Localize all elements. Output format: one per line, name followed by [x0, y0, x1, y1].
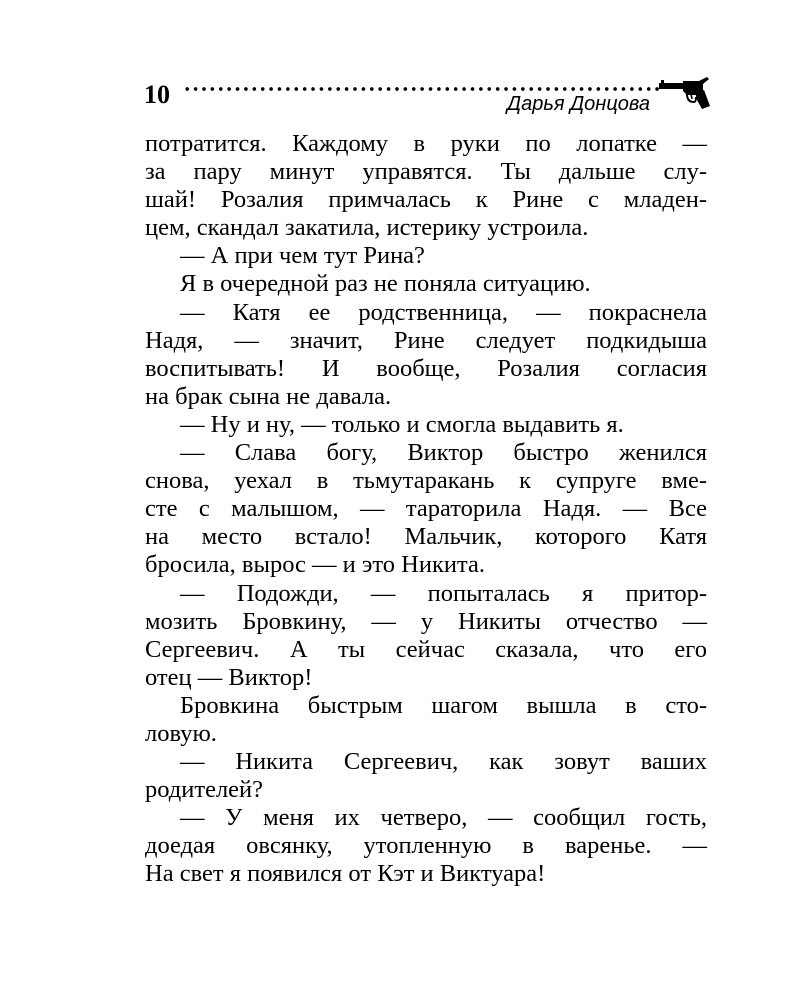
text-line: — Никита Сергеевич, как зовут ваших	[180, 748, 707, 776]
text-line: на место встало! Мальчик, которого Катя	[145, 523, 707, 551]
text-line: — Подожди, — попыталась я притор-	[180, 579, 707, 607]
text-line: Надя, — значит, Рине следует подкидыша	[145, 326, 707, 354]
text-line: родителей?	[145, 776, 264, 804]
text-line: — У меня их четверо, — сообщил гость,	[180, 804, 707, 832]
body-text	[145, 130, 707, 889]
text-line: ловую.	[145, 719, 217, 747]
text-line: сте с малышом, — тараторила Надя. — Все	[145, 495, 707, 523]
text-line: мозить Бровкину, — у Никиты отчество —	[145, 607, 707, 635]
text-line: — Катя ее родственница, — покраснела	[180, 298, 707, 326]
text-line: потратится. Каждому в руки по лопатке —	[145, 130, 707, 157]
text-line: — А при чем тут Рина?	[180, 242, 425, 270]
running-header-author: Дарья Донцова	[507, 93, 650, 115]
text-line: на брак сына не давала.	[145, 382, 392, 410]
text-line: снова, уехал в тьмутаракань к супруге вме-	[145, 467, 707, 495]
text-line: за пару минут управятся. Ты дальше слу-	[145, 158, 707, 186]
text-line: воспитывать! И вообще, Розалия согласия	[145, 354, 707, 382]
text-line: отец — Виктор!	[145, 663, 313, 691]
text-line: доедая овсянку, утопленную в варенье. —	[145, 832, 707, 860]
revolver-icon	[657, 76, 711, 110]
text-line: Бровкина быстрым шагом вышла в сто-	[180, 691, 707, 719]
text-line: — Слава богу, Виктор быстро женился	[180, 439, 707, 467]
page-number: 10	[144, 80, 170, 109]
text-line: Сергеевич. А ты сейчас сказала, что его	[145, 635, 707, 663]
text-line: На свет я появился от Кэт и Виктуара!	[145, 860, 546, 888]
text-line: — Ну и ну, — только и смогла выдавить я.	[180, 410, 624, 438]
text-line: шай! Розалия примчалась к Рине с младен-	[145, 186, 707, 214]
text-line: бросила, вырос — и это Никита.	[145, 551, 486, 579]
text-line: цем, скандал закатила, истерику устроила.	[145, 214, 589, 242]
text-line: Я в очередной раз не поняла ситуацию.	[180, 270, 591, 298]
